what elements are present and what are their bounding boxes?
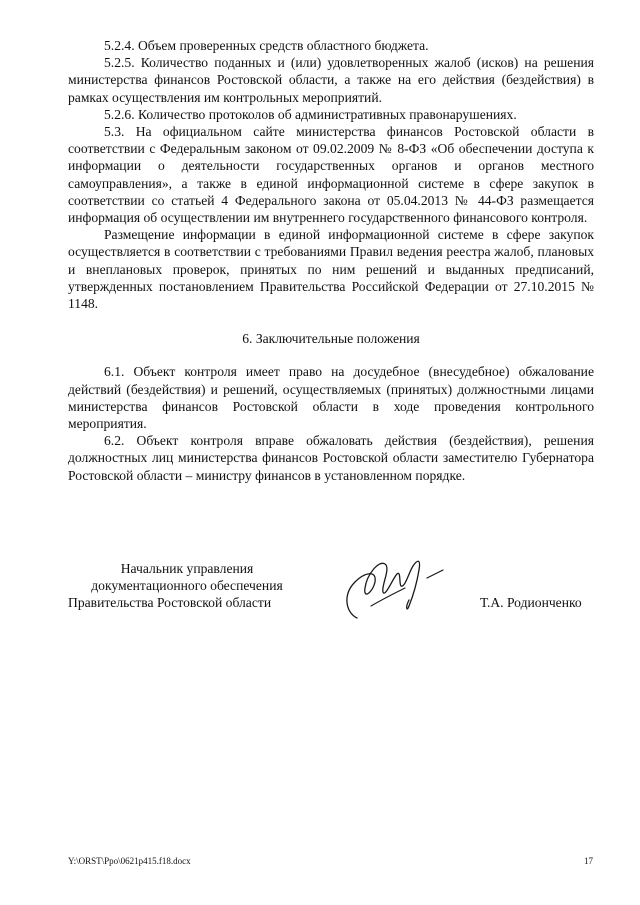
- handwritten-signature: [335, 548, 455, 628]
- paragraph-5-2-5: 5.2.5. Количество поданных и (или) удовлетворенных жалоб (исков) на решения министерства финансов Ростовской области, а также на его действия (бездействия) в рамках осуществления им контрольных мероприятий.: [68, 55, 594, 105]
- signatory-title-line3: Правительства Ростовской области: [68, 595, 272, 611]
- paragraph-5-3: 5.3. На официальном сайте министерства финансов Ростовской области в соответствии с Федеральным законом от 09.02.2009 № 8-ФЗ «Об обеспечении доступа к информации о деятельности государственных органов и органов местного самоуправления», а также в единой информационной системе в сфере закупок в соответствии со статьей 4 Федерального закона от 05.04.2013 № 44-ФЗ размещается информация об осуществлении им внутреннего государственного финансового контроля.: [68, 124, 594, 226]
- paragraph-5-2-6: 5.2.6. Количество протоколов об административных правонарушениях.: [104, 106, 517, 122]
- paragraph-5-2-4: 5.2.4. Объем проверенных средств областного бюджета.: [104, 38, 429, 53]
- document-body: [68, 37, 594, 484]
- footer-page-number: 17: [584, 856, 593, 866]
- signatory-name: Т.А. Родионченко: [480, 595, 582, 610]
- signatory-title-line1: Начальник управления: [120, 561, 254, 576]
- paragraph-5-3-placement: Размещение информации в единой информационной системе в сфере закупок осуществляется в соответствии с требованиями Правил ведения реестра жалоб, плановых и внеплановых проверок, принятых по ним решений и выданных предписаний, утвержденных постановлением Правительства Российской Федерации от 27.10.2015 № 1148.: [68, 227, 594, 312]
- signatory-title: [62, 560, 312, 612]
- paragraph-6-2: 6.2. Объект контроля вправе обжаловать действия (бездействия), решения должностных лиц министерства финансов Ростовской области заместителю Губернатора Ростовской области – министру финансов в установленном порядке.: [68, 433, 594, 483]
- section-heading: 6. Заключительные положения: [242, 331, 420, 347]
- paragraph-6-1: 6.1. Объект контроля имеет право на досудебное (внесудебное) обжалование действий (бездействия) и решений, осуществляемых (принятых) должностными лицами министерства финансов Ростовской области в ходе проведения контрольного мероприятия.: [68, 364, 594, 432]
- footer-file-path: Y:\ORST\Ppo\0621p415.f18.docx: [68, 856, 191, 866]
- signatory-title-line2: документационного обеспечения: [91, 578, 283, 594]
